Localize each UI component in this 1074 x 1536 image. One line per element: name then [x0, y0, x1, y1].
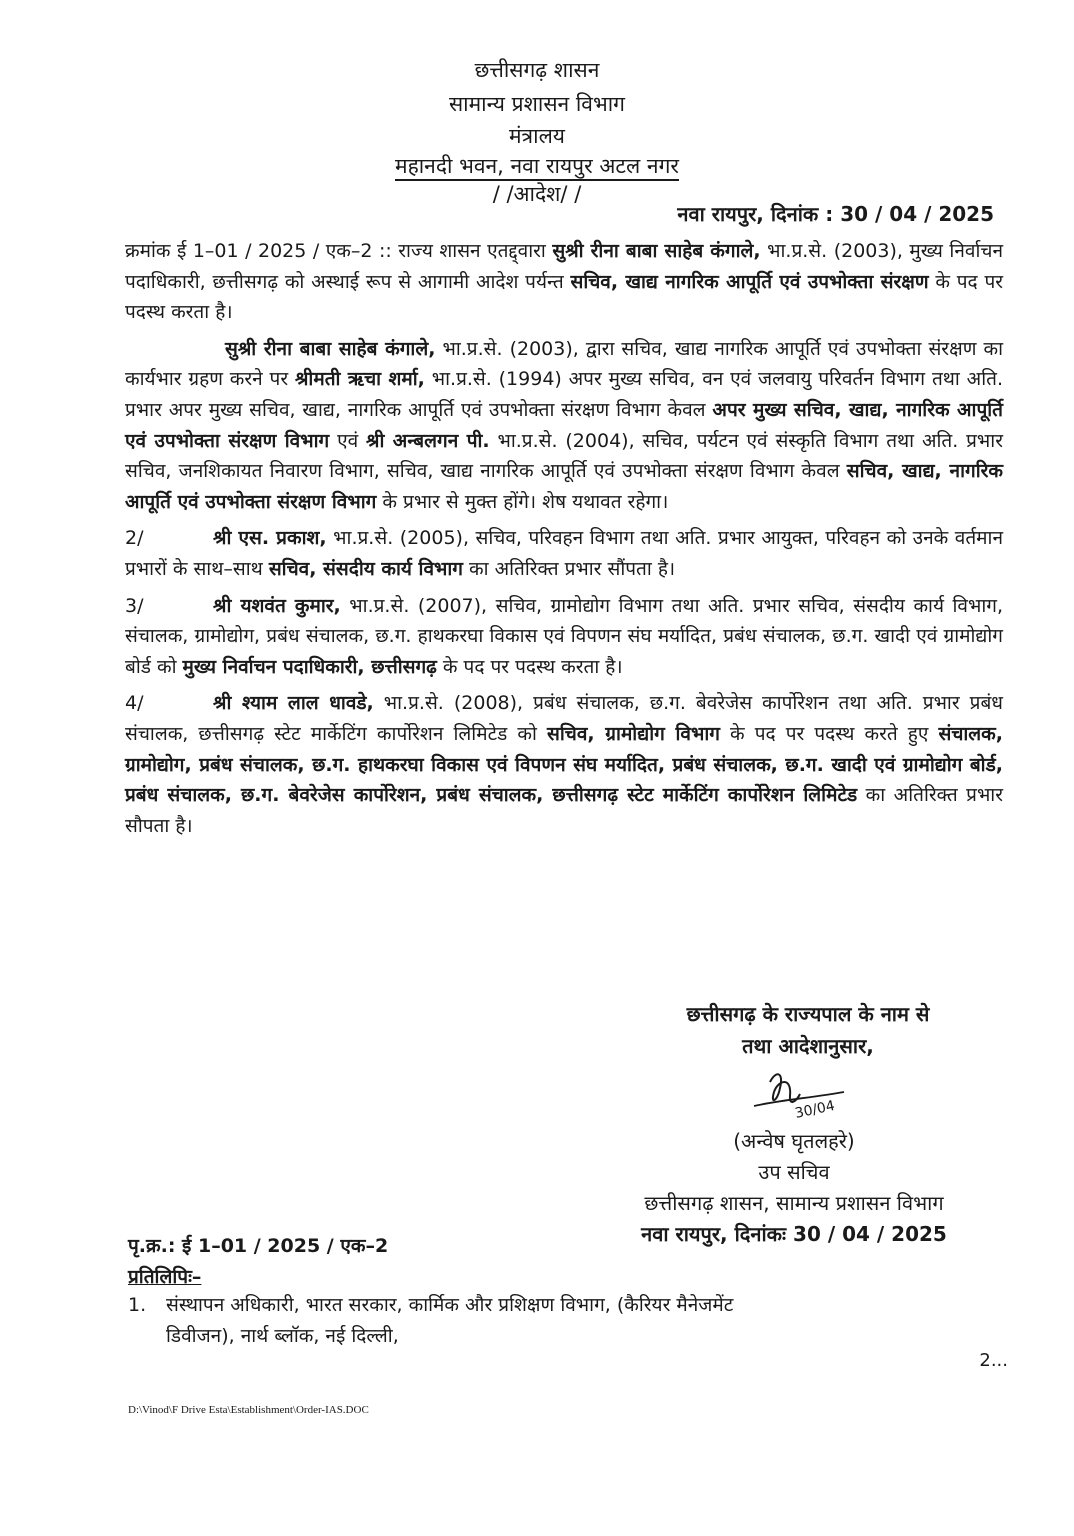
p1b-text-2: भा.प्र.से. (1994) अपर मुख्य सचिव, वन एवं जलवायु परिवर्तन विभाग तथा अति. प्रभार अपर मुख्य सचिव, खाद्य, नागरिक आपूर्ति एवं उपभोक्ता संरक्षण विभाग केवल: [125, 368, 1003, 421]
header-government: छत्तीसगढ़ शासन: [474, 58, 600, 82]
copy-item-number: 1.: [128, 1294, 147, 1316]
p1b-text-4: भा.प्र.से. (2004), सचिव, पर्यटन एवं संस्कृति विभाग तथा अति. प्रभार सचिव, जनशिकायत निवारण विभाग, सचिव, खाद्य नागरिक आपूर्ति एवं उपभोक्ता संरक्षण विभाग केवल: [125, 429, 1003, 483]
p2-number: 2/: [125, 527, 144, 550]
endorsement-reference: पृ.क्र.: ई 1–01 / 2025 / एक–2: [128, 1235, 389, 1257]
p4-text-2: के पद पर पदस्थ करते हुए: [719, 722, 939, 745]
signatory-designation: उप सचिव: [758, 1160, 830, 1184]
header-secretariat: मंत्रालय: [508, 124, 565, 148]
paragraph-1b: [125, 334, 1003, 518]
header-address: [0, 152, 1074, 180]
list-item: [128, 1290, 1008, 1352]
p1-text-3: के पद पर पदस्थ करता है।: [125, 270, 1004, 324]
p3-text-1: भा.प्र.से. (2007), सचिव, ग्रामोद्योग विभाग तथा अति. प्रभार सचिव, संसदीय कार्य विभाग, संचालक, ग्रामोद्योग, प्रबंध संचालक, छ.ग. हाथकरघा विकास एवं विपणन संघ मर्यादित, प्रबंध संचालक, छ.ग. खादी एवं ग्रामोद्योग बोर्ड को: [125, 594, 1003, 678]
copy-item-text-1: संस्थापन अधिकारी, भारत सरकार, कार्मिक और प्रशिक्षण विभाग, (कैरियर मैनेजमेंट: [166, 1294, 734, 1316]
p1-bold-2: सचिव, खाद्य नागरिक आपूर्ति एवं उपभोक्ता संरक्षण: [570, 270, 929, 293]
p3-text-2: के पद पर पदस्थ करता है।: [436, 655, 623, 678]
copy-item-text-2: डिवीजन), नार्थ ब्लॉक, नई दिल्ली,: [166, 1325, 399, 1347]
authority-line-2: तथा आदेशानुसार,: [742, 1034, 874, 1058]
authority-line-1: छत्तीसगढ़ के राज्यपाल के नाम से: [686, 1002, 930, 1026]
p3-bold-2: मुख्य निर्वाचन पदाधिकारी, छत्तीसगढ़: [182, 655, 437, 678]
p1b-bold-4: श्री अन्बलगन पी.: [366, 429, 490, 452]
p1b-text-3: एवं: [329, 429, 366, 452]
paragraph-3: [125, 591, 1003, 683]
order-body: [125, 236, 1003, 847]
p4-bold-1: श्री श्याम लाल धावडे,: [213, 692, 374, 715]
p4-number: 4/: [125, 692, 144, 715]
copy-to-list: [128, 1290, 1008, 1352]
p1-text-1: क्रमांक ई 1–01 / 2025 / एक–2 :: राज्य शासन एतद्द्वारा: [125, 240, 553, 262]
header-order-title: / /आदेश/ /: [492, 182, 582, 206]
p3-bold-1: श्री यशवंत कुमार,: [213, 594, 341, 617]
p4-text-3: का अतिरिक्त प्रभार सौपता है।: [125, 784, 1003, 837]
paragraph-1: [125, 236, 1003, 328]
signatory-block: [584, 1126, 1004, 1250]
p3-number: 3/: [125, 594, 144, 617]
p1b-bold-1: सुश्री रीना बाबा साहेब कंगाले,: [225, 337, 436, 360]
page-number: 2...: [979, 1350, 1008, 1371]
p4-text-1: भा.प्र.से. (2008), प्रबंध संचालक, छ.ग. बेवरेजेस कार्पोरेशन तथा अति. प्रभार प्रबंध संचालक, छत्तीसगढ़ स्टेट मार्केटिंग कार्पोरेशन लिमिटेड को: [125, 692, 1003, 745]
authority-block: [638, 998, 978, 1062]
signatory-name: (अन्वेष घृतलहरे): [733, 1129, 855, 1153]
p1b-text-1: भा.प्र.से. (2003), द्वारा सचिव, खाद्य नागरिक आपूर्ति एवं उपभोक्ता संरक्षण का कार्यभार ग्रहण करने पर: [125, 337, 1003, 391]
header-department: सामान्य प्रशासन विभाग: [448, 92, 626, 116]
p2-text-2: का अतिरिक्त प्रभार सौंपता है।: [462, 557, 676, 580]
p1b-bold-2: श्रीमती ऋचा शर्मा,: [294, 368, 425, 391]
order-date: नवा रायपुर, दिनांक : 30 / 04 / 2025: [677, 202, 994, 226]
p1b-text-5: के प्रभार से मुक्त होंगे। शेष यथावत रहेगा।: [376, 490, 669, 513]
p2-bold-2: सचिव, संसदीय कार्य विभाग: [268, 557, 463, 580]
p2-text-1: भा.प्र.से. (2005), सचिव, परिवहन विभाग तथा अति. प्रभार आयुक्त, परिवहन को उनके वर्तमान प्रभारों के साथ–साथ: [125, 527, 1003, 580]
signatory-department: छत्तीसगढ़ शासन, सामान्य प्रशासन विभाग: [644, 1191, 944, 1215]
copy-to-label: प्रतिलिपिः–: [128, 1266, 202, 1288]
p2-bold-1: श्री एस. प्रकाश,: [213, 527, 327, 550]
paragraph-4: [125, 688, 1003, 841]
p1b-bold-3: अपर मुख्य सचिव, खाद्य, नागरिक आपूर्ति एवं उपभोक्ता संरक्षण विभाग: [125, 398, 1004, 452]
signatory-date: नवा रायपुर, दिनांकः 30 / 04 / 2025: [641, 1222, 947, 1246]
signature-date: 30/04: [793, 1097, 837, 1122]
p1-text-2: भा.प्र.से. (2003), मुख्य निर्वाचन पदाधिकारी, छत्तीसगढ़ को अस्थाई रूप से आगामी आदेश पर्यन्त: [125, 240, 1003, 293]
p1b-bold-5: सचिव, खाद्य, नागरिक आपूर्ति एवं उपभोक्ता संरक्षण विभाग: [125, 460, 1003, 513]
p1-bold-1: सुश्री रीना बाबा साहेब कंगाले,: [552, 240, 761, 262]
paragraph-2: [125, 523, 1003, 584]
file-path-footer: D:\Vinod\F Drive Esta\Establishment\Order-IAS.DOC: [128, 1404, 369, 1416]
p4-bold-2: सचिव, ग्रामोद्योग विभाग: [547, 722, 720, 745]
p4-bold-3: संचालक, ग्रामोद्योग, प्रबंध संचालक, छ.ग. हाथकरघा विकास एवं विपणन संघ मर्यादित, प्रबंध संचालक, छ.ग. खादी एवं ग्रामोद्योग बोर्ड, प्रबंध संचालक, छ.ग. बेवरेजेस कार्पोरेशन, प्रबंध संचालक, छत्तीसगढ़ स्टेट मार्केटिंग कार्पोरेशन लिमिटेड: [125, 722, 1003, 807]
header-address-text: महानदी भवन, नवा रायपुर अटल नगर: [395, 154, 679, 181]
